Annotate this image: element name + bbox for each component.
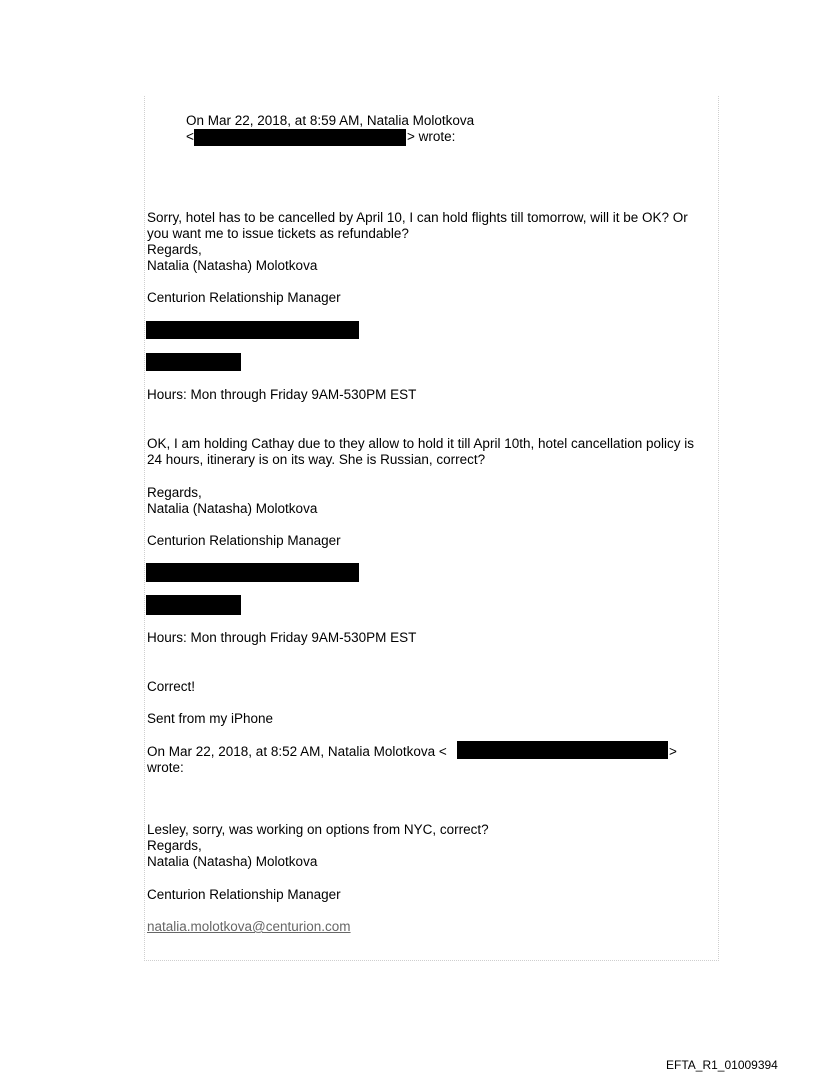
signoff-regards: Regards, — [147, 485, 202, 500]
redaction-bar — [146, 321, 359, 339]
signoff-regards: Regards, — [147, 838, 202, 853]
signature-title: Centurion Relationship Manager — [147, 290, 341, 305]
signature-name: Natalia (Natasha) Molotkova — [147, 854, 318, 869]
signature-name: Natalia (Natasha) Molotkova — [147, 501, 318, 516]
redaction-bar — [194, 129, 406, 146]
document-id: EFTA_R1_01009394 — [666, 1058, 778, 1072]
quote-header-open-bracket: < — [186, 129, 194, 144]
signoff-regards: Regards, — [147, 242, 202, 257]
message-line: Sorry, hotel has to be cancelled by April 10, I can hold flights till tomorrow, will it be OK? Or — [147, 210, 688, 225]
signature-hours: Hours: Mon through Friday 9AM-530PM EST — [147, 387, 417, 402]
device-signature: Sent from my iPhone — [147, 711, 274, 726]
signature-title: Centurion Relationship Manager — [147, 887, 341, 902]
signature-title: Centurion Relationship Manager — [147, 533, 341, 548]
message-line: Correct! — [147, 679, 196, 694]
quote-header-wrote: wrote: — [147, 760, 184, 775]
email-link[interactable]: natalia.molotkova@centurion.com — [147, 919, 351, 934]
redaction-bar — [146, 595, 241, 615]
quote-header-line: On Mar 22, 2018, at 8:59 AM, Natalia Molotkova — [186, 113, 475, 128]
message-line: you want me to issue tickets as refundable? — [147, 226, 409, 241]
signature-hours: Hours: Mon through Friday 9AM-530PM EST — [147, 630, 417, 645]
message-line: 24 hours, itinerary is on its way. She is Russian, correct? — [147, 452, 486, 467]
signature-name: Natalia (Natasha) Molotkova — [147, 258, 318, 273]
redaction-bar — [457, 741, 668, 759]
message-line: OK, I am holding Cathay due to they allow to hold it till April 10th, hotel cancellation policy is — [147, 436, 695, 451]
message-line: Lesley, sorry, was working on options from NYC, correct? — [147, 822, 489, 837]
redaction-bar — [146, 563, 359, 582]
redaction-bar — [146, 353, 241, 371]
quote-header-wrote: > wrote: — [407, 129, 456, 144]
quote-header-close-bracket: > — [669, 744, 677, 759]
quote-header-line: On Mar 22, 2018, at 8:52 AM, Natalia Molotkova < — [147, 744, 447, 759]
